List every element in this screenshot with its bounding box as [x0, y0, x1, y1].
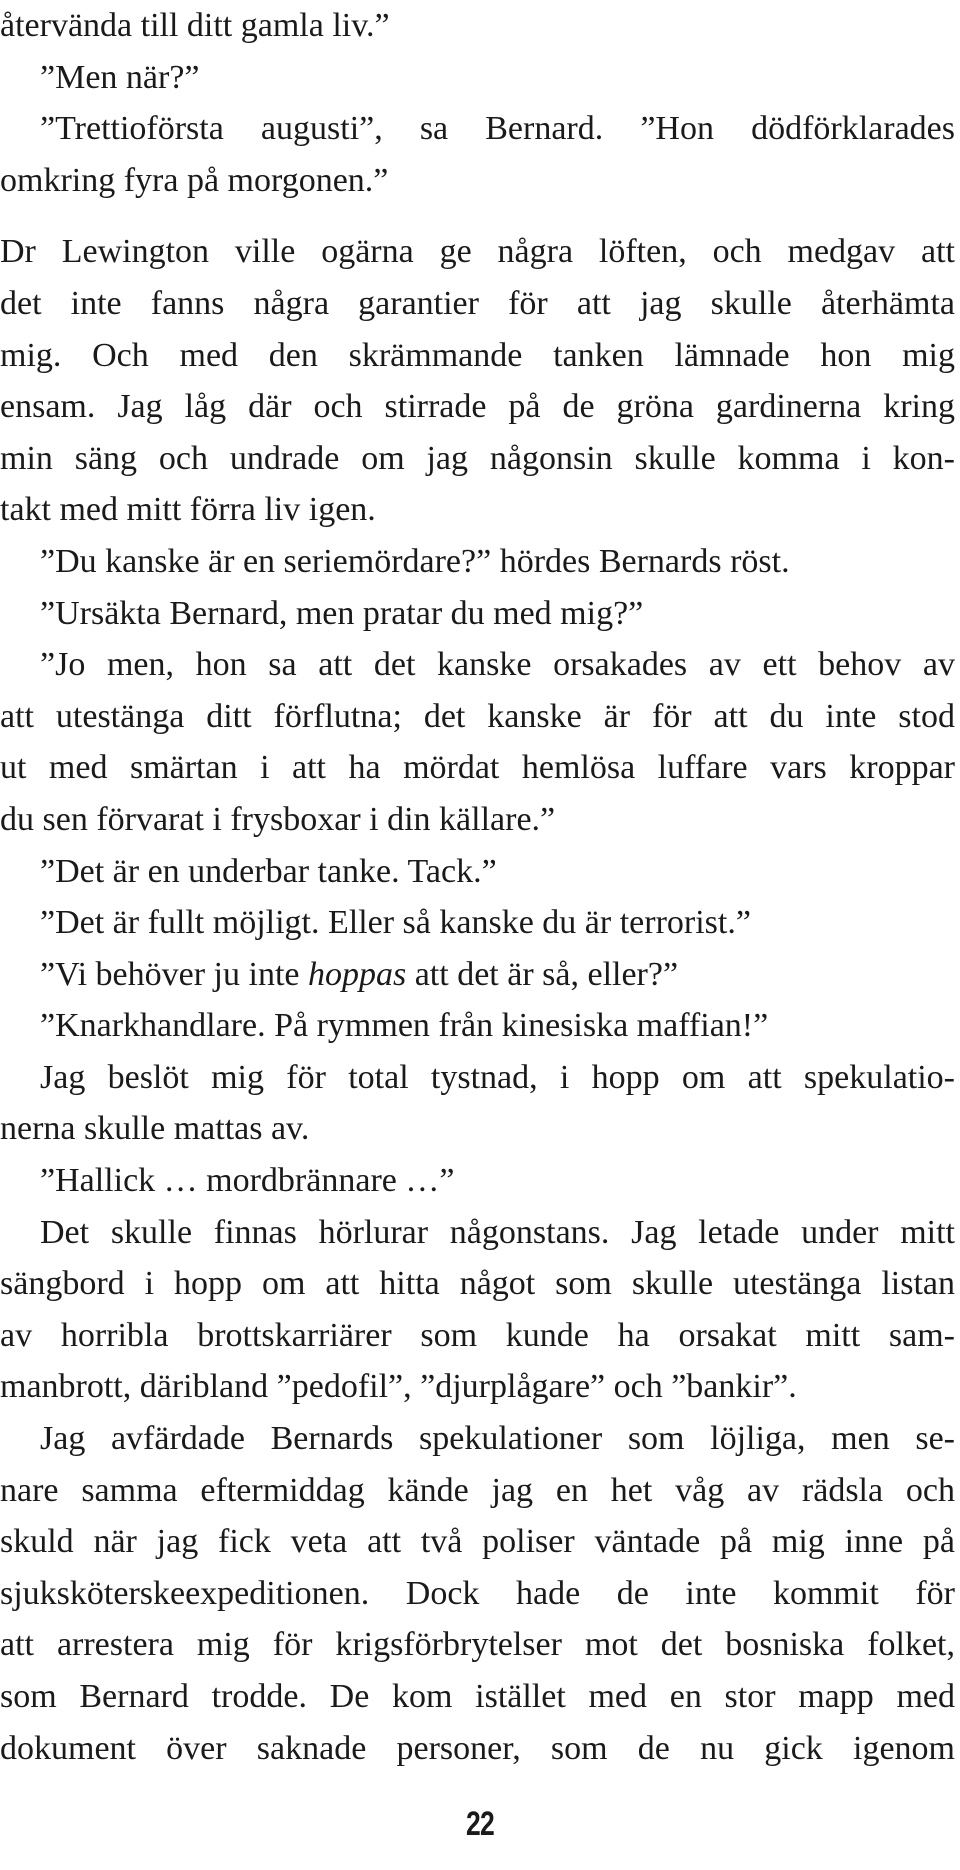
text-line [0, 949, 955, 1001]
text-line: mig. Och med den skrämmande tanken lämnade hon mig [0, 336, 955, 374]
page-number: 22 [466, 1805, 494, 1843]
text-line: skuld när jag fick veta att två poliser väntade på mig inne på [0, 1523, 955, 1561]
text-line: ”Trettioförsta augusti”, sa Bernard. ”Hon dödförklarades [40, 110, 955, 148]
text-segment: ”Vi behöver ju inte [40, 955, 300, 993]
text-line: ut med smärtan i att ha mördat hemlösa luffare vars kroppar [0, 749, 955, 787]
text-line: ”Men när?” [40, 58, 200, 96]
text-line: ”Jo men, hon sa att det kanske orsakades av ett behov av [40, 646, 955, 684]
text-line: sängbord i hopp om att hitta något som skulle utestänga listan [0, 1265, 955, 1303]
text-line: av horribla brottskarriärer som kunde ha orsakat mitt sam- [0, 1316, 955, 1354]
text-line: ”Det är fullt möjligt. Eller så kanske du är terrorist.” [40, 904, 751, 942]
text-line: ”Knarkhandlare. På rymmen från kinesiska maffian!” [40, 1007, 769, 1045]
text-line: omkring fyra på morgonen.” [0, 161, 389, 199]
text-line: nare samma eftermiddag kände jag en het våg av rädsla och [0, 1471, 955, 1509]
text-line: Jag beslöt mig för total tystnad, i hopp om att spekulatio- [40, 1058, 955, 1096]
text-line: manbrott, däribland ”pedofil”, ”djurplågare” och ”bankir”. [0, 1368, 797, 1406]
text-line: Dr Lewington ville ogärna ge några löften, och medgav att [0, 233, 955, 271]
text-line: ”Hallick … mordbrännare …” [40, 1162, 455, 1200]
text-line: att arrestera mig för krigsförbrytelser mot det bosniska folket, [0, 1626, 955, 1664]
text-line: du sen förvarat i frysboxar i din källare.” [0, 800, 556, 838]
text-line: dokument över saknade personer, som de nu gick igenom [0, 1729, 955, 1767]
text-line: att utestänga ditt förflutna; det kanske är för att du inte stod [0, 697, 955, 735]
text-line: min säng och undrade om jag någonsin skulle komma i kon- [0, 439, 955, 477]
text-line: takt med mitt förra liv igen. [0, 491, 376, 529]
text-line: ensam. Jag låg där och stirrade på de gröna gardinerna kring [0, 388, 955, 426]
italic-word: hoppas [307, 955, 407, 993]
text-line: återvända till ditt gamla liv.” [0, 7, 390, 44]
text-line: Det skulle finnas hörlurar någonstans. Jag letade under mitt [40, 1213, 955, 1251]
text-line: det inte fanns några garantier för att jag skulle återhämta [0, 284, 955, 322]
text-line: sjuksköterskeexpeditionen. Dock hade de inte kommit för [0, 1574, 955, 1612]
text-line: Jag avfärdade Bernards spekulationer som löjliga, men se- [40, 1420, 955, 1458]
text-line: som Bernard trodde. De kom istället med en stor mapp med [0, 1678, 955, 1715]
text-line: ”Det är en underbar tanke. Tack.” [40, 852, 497, 890]
text-segment: att det är så, eller?” [414, 955, 679, 993]
text-line: nerna skulle mattas av. [0, 1110, 310, 1148]
text-line: ”Ursäkta Bernard, men pratar du med mig?” [40, 594, 644, 632]
text-line: ”Du kanske är en seriemördare?” hördes Bernards röst. [40, 542, 790, 580]
